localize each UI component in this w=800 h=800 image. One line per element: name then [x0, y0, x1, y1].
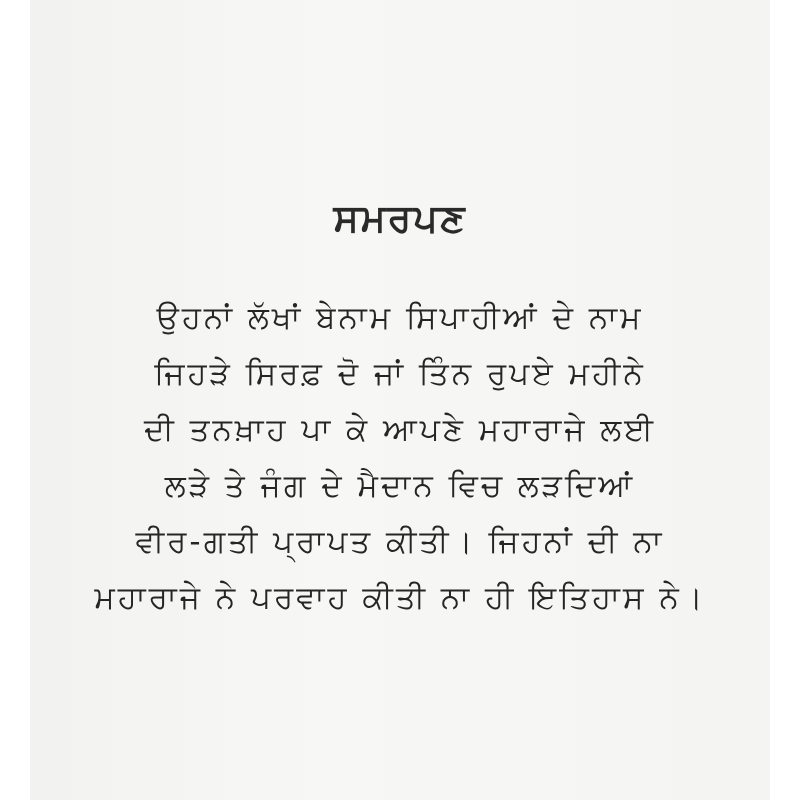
dedication-line-2: ਜਿਹੜੇ ਸਿਰਫ਼ ਦੋ ਜਾਂ ਤਿੰਨ ਰੁਪਏ ਮਹੀਨੇ — [154, 356, 646, 392]
dedication-text — [30, 290, 770, 626]
dedication-line-6: ਮਹਾਰਾਜੇ ਨੇ ਪਰਵਾਹ ਕੀਤੀ ਨਾ ਹੀ ਇਤਿਹਾਸ ਨੇ। — [94, 580, 706, 616]
book-page — [30, 0, 770, 800]
dedication-line-3: ਦੀ ਤਨਖ਼ਾਹ ਪਾ ਕੇ ਆਪਣੇ ਮਹਾਰਾਜੇ ਲਈ — [143, 412, 657, 448]
dedication-line-4: ਲੜੇ ਤੇ ਜੰਗ ਦੇ ਮੈਦਾਨ ਵਿਚ ਲੜਦਿਆਂ — [164, 468, 636, 504]
dedication-line-5: ਵੀਰ-ਗਤੀ ਪ੍ਰਾਪਤ ਕੀਤੀ। ਜਿਹਨਾਂ ਦੀ ਨਾ — [135, 524, 665, 560]
dedication-line-1: ਉਹਨਾਂ ਲੱਖਾਂ ਬੇਨਾਮ ਸਿਪਾਹੀਆਂ ਦੇ ਨਾਮ — [156, 300, 644, 336]
page-title: ਸਮਰਪਣ — [333, 196, 467, 240]
